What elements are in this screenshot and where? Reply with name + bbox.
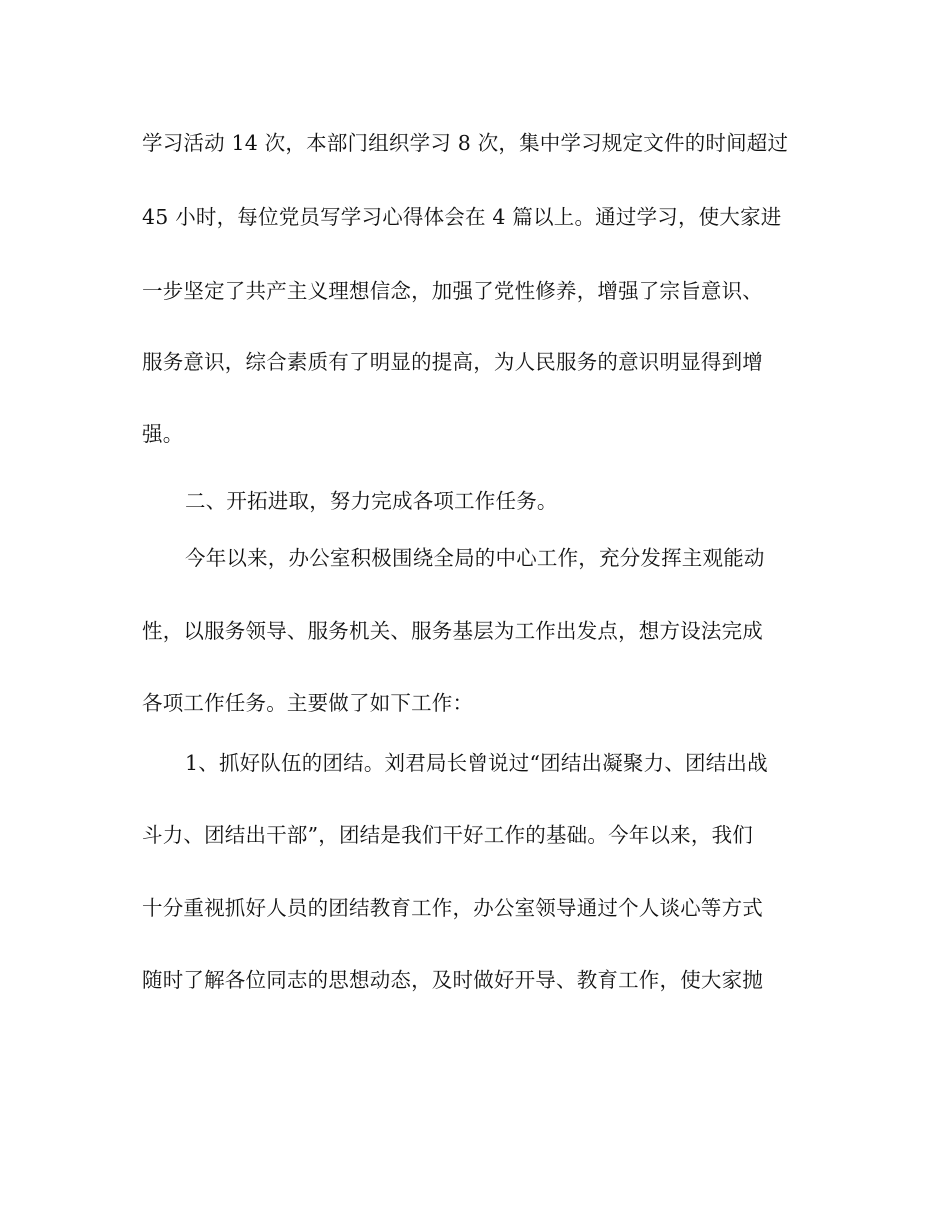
body-text-line: 强。 bbox=[142, 422, 184, 446]
body-text-line: 45 小时，每位党员写学习心得体会在 4 篇以上。通过学习，使大家进 bbox=[142, 205, 782, 229]
body-text-line: 斗力、团结出干部”，团结是我们干好工作的基础。今年以来，我们 bbox=[142, 823, 753, 847]
paragraph-first-line: 今年以来，办公室积极围绕全局的中心工作，充分发挥主观能动 bbox=[185, 546, 765, 570]
body-text-line: 随时了解各位同志的思想动态，及时做好开导、教育工作，使大家抛 bbox=[142, 968, 763, 992]
body-text-line: 性，以服务领导、服务机关、服务基层为工作出发点，想方设法完成 bbox=[142, 619, 763, 643]
body-text-line: 十分重视抓好人员的团结教育工作，办公室领导通过个人谈心等方式 bbox=[142, 896, 763, 920]
body-text-line: 各项工作任务。主要做了如下工作： bbox=[142, 691, 474, 715]
body-text-line: 学习活动 14 次，本部门组织学习 8 次，集中学习规定文件的时间超过 bbox=[142, 131, 789, 155]
body-text-line: 一步坚定了共产主义理想信念，加强了党性修养，增强了宗旨意识、 bbox=[142, 279, 763, 303]
body-text-line: 服务意识，综合素质有了明显的提高，为人民服务的意识明显得到增 bbox=[142, 350, 763, 374]
paragraph-first-line: 1、抓好队伍的团结。刘君局长曾说过“团结出凝聚力、团结出战 bbox=[185, 751, 768, 775]
section-heading: 二、开拓进取，努力完成各项工作任务。 bbox=[185, 489, 558, 513]
